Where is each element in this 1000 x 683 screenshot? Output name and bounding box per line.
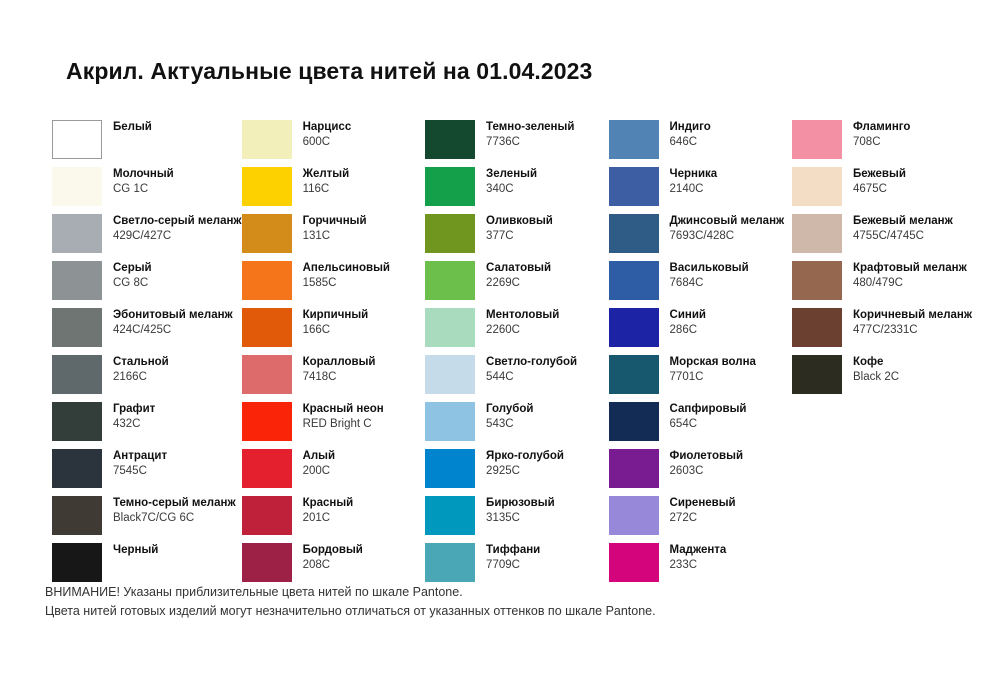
swatch-row <box>425 449 608 496</box>
color-name: Серый <box>113 262 152 274</box>
swatch-row <box>52 355 242 402</box>
color-name: Светло-голубой <box>486 356 578 368</box>
color-swatch <box>242 308 292 347</box>
swatch-labels <box>292 214 367 243</box>
swatch-labels <box>659 214 785 243</box>
color-name: Желтый <box>302 168 350 180</box>
color-code: 166C <box>302 323 331 336</box>
color-name: Фламинго <box>853 121 911 133</box>
color-code: 477C/2331C <box>853 323 918 336</box>
color-swatch <box>425 308 475 347</box>
color-swatch <box>425 449 475 488</box>
color-swatch <box>242 496 292 535</box>
swatch-row <box>52 214 242 261</box>
color-code: CG 1C <box>113 182 149 195</box>
swatch-labels <box>842 308 972 337</box>
swatch-row <box>52 402 242 449</box>
disclaimer <box>45 583 656 622</box>
color-code: 4675C <box>853 182 887 195</box>
color-code: 2166C <box>113 370 147 383</box>
swatch-row <box>242 355 425 402</box>
swatch-column-4 <box>609 120 792 590</box>
swatch-labels <box>102 261 152 290</box>
color-swatch <box>609 449 659 488</box>
swatch-column-1 <box>52 120 242 590</box>
swatch-row <box>425 496 608 543</box>
swatch-labels <box>659 261 749 290</box>
color-code: 200C <box>302 464 331 477</box>
swatch-row <box>425 120 608 167</box>
swatch-row <box>609 261 792 308</box>
color-name: Коралловый <box>302 356 376 368</box>
color-name: Сапфировый <box>669 403 747 415</box>
color-code: 7684C <box>669 276 704 289</box>
color-code: 544C <box>486 370 514 383</box>
swatch-labels <box>475 120 574 149</box>
color-name: Графит <box>113 403 156 415</box>
swatch-row <box>242 214 425 261</box>
swatch-row <box>609 496 792 543</box>
color-code: 4755C/4745C <box>853 229 924 242</box>
swatch-row <box>792 214 972 261</box>
swatch-row <box>52 308 242 355</box>
swatch-labels <box>475 214 553 243</box>
color-swatch <box>52 308 102 347</box>
swatch-row <box>425 308 608 355</box>
swatch-row <box>609 308 792 355</box>
color-name: Бордовый <box>302 544 363 556</box>
page-title: Акрил. Актуальные цвета нитей на 01.04.2023 <box>66 58 593 84</box>
swatch-labels <box>292 120 352 149</box>
color-name: Голубой <box>486 403 534 415</box>
swatch-row <box>609 120 792 167</box>
color-name: Кофе <box>853 356 884 368</box>
swatch-row <box>609 214 792 261</box>
swatch-labels <box>292 355 376 384</box>
swatch-column-2 <box>242 120 425 590</box>
swatch-row <box>425 402 608 449</box>
swatch-row <box>792 355 972 402</box>
color-code: 2269C <box>486 276 520 289</box>
swatch-columns <box>52 120 972 590</box>
swatch-labels <box>659 496 736 525</box>
color-swatch <box>52 496 102 535</box>
color-swatch <box>242 214 292 253</box>
swatch-labels <box>842 261 967 290</box>
color-name: Апельсиновый <box>302 262 390 274</box>
swatch-row <box>242 167 425 214</box>
color-name: Красный неон <box>302 403 384 415</box>
color-swatch <box>609 308 659 347</box>
color-swatch <box>425 402 475 441</box>
color-code: 340C <box>486 182 514 195</box>
color-code: 646C <box>669 135 698 148</box>
swatch-labels <box>292 449 336 478</box>
swatch-labels <box>659 308 706 337</box>
color-swatch <box>242 543 292 582</box>
color-name: Фиолетовый <box>669 450 744 462</box>
color-swatch <box>425 167 475 206</box>
color-code: 480/479C <box>853 276 903 289</box>
color-swatch <box>609 214 659 253</box>
color-code: 2603C <box>669 464 704 477</box>
color-name: Морская волна <box>669 356 756 368</box>
color-swatch <box>792 261 842 300</box>
swatch-labels <box>842 167 906 196</box>
color-name: Алый <box>302 450 336 462</box>
color-name: Салатовый <box>486 262 552 274</box>
color-swatch <box>609 402 659 441</box>
color-name: Тиффани <box>486 544 541 556</box>
color-code: 600C <box>302 135 331 148</box>
color-swatch <box>609 543 659 582</box>
color-name: Красный <box>302 497 354 509</box>
color-name: Черный <box>113 544 159 556</box>
color-code: 708C <box>853 135 881 148</box>
swatch-labels <box>475 402 533 431</box>
swatch-row <box>609 449 792 496</box>
swatch-labels <box>842 120 910 149</box>
color-name: Маджента <box>669 544 727 556</box>
color-code: 7701C <box>669 370 704 383</box>
color-name: Коричневый меланж <box>853 309 973 321</box>
swatch-labels <box>475 496 555 525</box>
color-code: CG 8C <box>113 276 149 289</box>
swatch-row <box>792 261 972 308</box>
disclaimer-line-1: ВНИМАНИЕ! Указаны приблизительные цвета нитей по шкале Pantone. <box>45 585 463 599</box>
color-code: 2140C <box>669 182 704 195</box>
color-code: 7693C/428C <box>669 229 735 242</box>
swatch-row <box>242 449 425 496</box>
color-swatch <box>52 214 102 253</box>
color-swatch <box>425 543 475 582</box>
swatch-labels <box>102 355 169 384</box>
color-name: Индиго <box>669 121 711 133</box>
color-code: 2260C <box>486 323 520 336</box>
swatch-row <box>52 167 242 214</box>
swatch-labels <box>102 120 152 136</box>
swatch-row <box>52 261 242 308</box>
color-code: 1585C <box>302 276 337 289</box>
color-code: RED Bright C <box>302 417 372 430</box>
color-name: Ментоловый <box>486 309 560 321</box>
color-swatch <box>792 308 842 347</box>
color-swatch <box>242 449 292 488</box>
swatch-labels <box>102 496 236 525</box>
color-code: 7736C <box>486 135 520 148</box>
swatch-labels <box>292 402 384 431</box>
swatch-row <box>425 355 608 402</box>
swatch-labels <box>475 167 537 196</box>
color-swatch <box>425 120 475 159</box>
color-code: Black7C/CG 6C <box>113 511 195 524</box>
swatch-row <box>242 496 425 543</box>
swatch-labels <box>102 543 158 559</box>
color-code: 2925C <box>486 464 520 477</box>
swatch-labels <box>102 449 167 478</box>
swatch-labels <box>102 308 233 337</box>
swatch-labels <box>659 449 744 478</box>
color-code: 7709C <box>486 558 520 571</box>
color-name: Эбонитовый меланж <box>113 309 233 321</box>
color-swatch <box>425 496 475 535</box>
swatch-labels <box>102 402 155 431</box>
color-name: Зеленый <box>486 168 538 180</box>
color-code: 208C <box>302 558 331 571</box>
swatch-labels <box>842 355 899 384</box>
swatch-labels <box>102 214 242 243</box>
color-code: 377C <box>486 229 514 242</box>
swatch-column-3 <box>425 120 608 590</box>
color-swatch <box>52 167 102 206</box>
color-name: Крафтовый меланж <box>853 262 967 274</box>
color-swatch <box>609 120 659 159</box>
swatch-row <box>52 496 242 543</box>
color-swatch <box>52 402 102 441</box>
swatch-column-5 <box>792 120 972 590</box>
color-code: 654C <box>669 417 698 430</box>
swatch-labels <box>659 543 727 572</box>
swatch-labels <box>102 167 174 196</box>
swatch-row <box>425 167 608 214</box>
color-name: Молочный <box>113 168 174 180</box>
swatch-row <box>242 120 425 167</box>
color-swatch <box>609 167 659 206</box>
color-name: Белый <box>113 121 152 133</box>
swatch-row <box>242 261 425 308</box>
color-swatch <box>609 496 659 535</box>
color-swatch <box>52 355 102 394</box>
color-swatch <box>242 261 292 300</box>
color-swatch <box>52 261 102 300</box>
color-swatch <box>792 355 842 394</box>
swatch-labels <box>292 543 363 572</box>
color-swatch <box>242 355 292 394</box>
color-code: 432C <box>113 417 141 430</box>
color-code: 429C/427C <box>113 229 172 242</box>
swatch-labels <box>292 261 390 290</box>
swatch-labels <box>475 355 577 384</box>
color-swatch <box>609 355 659 394</box>
color-code: 131C <box>302 229 331 242</box>
color-code: 7418C <box>302 370 337 383</box>
color-code: 272C <box>669 511 698 524</box>
swatch-row <box>242 308 425 355</box>
color-code: 3135C <box>486 511 520 524</box>
color-name: Бежевый <box>853 168 906 180</box>
swatch-row <box>52 120 242 167</box>
color-name: Нарцисс <box>302 121 352 133</box>
color-name: Светло-серый меланж <box>113 215 242 227</box>
color-name: Джинсовый меланж <box>669 215 785 227</box>
color-swatch <box>52 543 102 582</box>
color-swatch <box>609 261 659 300</box>
swatch-row <box>792 167 972 214</box>
swatch-labels <box>475 543 540 572</box>
swatch-row <box>52 449 242 496</box>
color-name: Темно-серый меланж <box>113 497 236 509</box>
color-swatch <box>242 402 292 441</box>
color-name: Бежевый меланж <box>853 215 953 227</box>
color-name: Синий <box>669 309 706 321</box>
swatch-row <box>609 402 792 449</box>
color-name: Черника <box>669 168 718 180</box>
color-code: Black 2C <box>853 370 900 383</box>
swatch-row <box>609 355 792 402</box>
color-name: Кирпичный <box>302 309 369 321</box>
swatch-row <box>425 214 608 261</box>
color-name: Бирюзовый <box>486 497 555 509</box>
color-code: 233C <box>669 558 698 571</box>
color-name: Васильковый <box>669 262 749 274</box>
swatch-labels <box>842 214 953 243</box>
color-swatch <box>792 214 842 253</box>
swatch-labels <box>475 449 564 478</box>
swatch-labels <box>292 167 350 196</box>
color-code: 201C <box>302 511 331 524</box>
swatch-row <box>609 167 792 214</box>
color-name: Ярко-голубой <box>486 450 564 462</box>
swatch-row <box>242 402 425 449</box>
disclaimer-line-2: Цвета нитей готовых изделий могут незначительно отличаться от указанных оттенков по шкале Pantone. <box>45 604 656 619</box>
color-code: 424C/425C <box>113 323 172 336</box>
color-code: 286C <box>669 323 698 336</box>
color-name: Оливковый <box>486 215 553 227</box>
color-swatch <box>792 120 842 159</box>
swatch-labels <box>475 308 559 337</box>
color-swatch <box>242 120 292 159</box>
color-swatch <box>425 261 475 300</box>
swatch-labels <box>659 120 711 149</box>
color-code: 116C <box>302 182 330 195</box>
color-code: 543C <box>486 417 514 430</box>
swatch-labels <box>659 167 718 196</box>
color-name: Стальной <box>113 356 169 368</box>
color-name: Сиреневый <box>669 497 736 509</box>
swatch-labels <box>659 355 756 384</box>
swatch-row <box>792 308 972 355</box>
color-swatch <box>242 167 292 206</box>
color-code: 7545C <box>113 464 147 477</box>
color-name: Горчичный <box>302 215 367 227</box>
swatch-labels <box>292 308 369 337</box>
swatch-labels <box>659 402 747 431</box>
color-swatch <box>52 120 102 159</box>
color-swatch <box>792 167 842 206</box>
swatch-labels <box>292 496 354 525</box>
color-swatch <box>425 214 475 253</box>
color-name: Антрацит <box>113 450 168 462</box>
color-swatch <box>425 355 475 394</box>
swatch-row <box>425 261 608 308</box>
swatch-labels <box>475 261 551 290</box>
color-swatch <box>52 449 102 488</box>
swatch-row <box>792 120 972 167</box>
color-name: Темно-зеленый <box>486 121 575 133</box>
